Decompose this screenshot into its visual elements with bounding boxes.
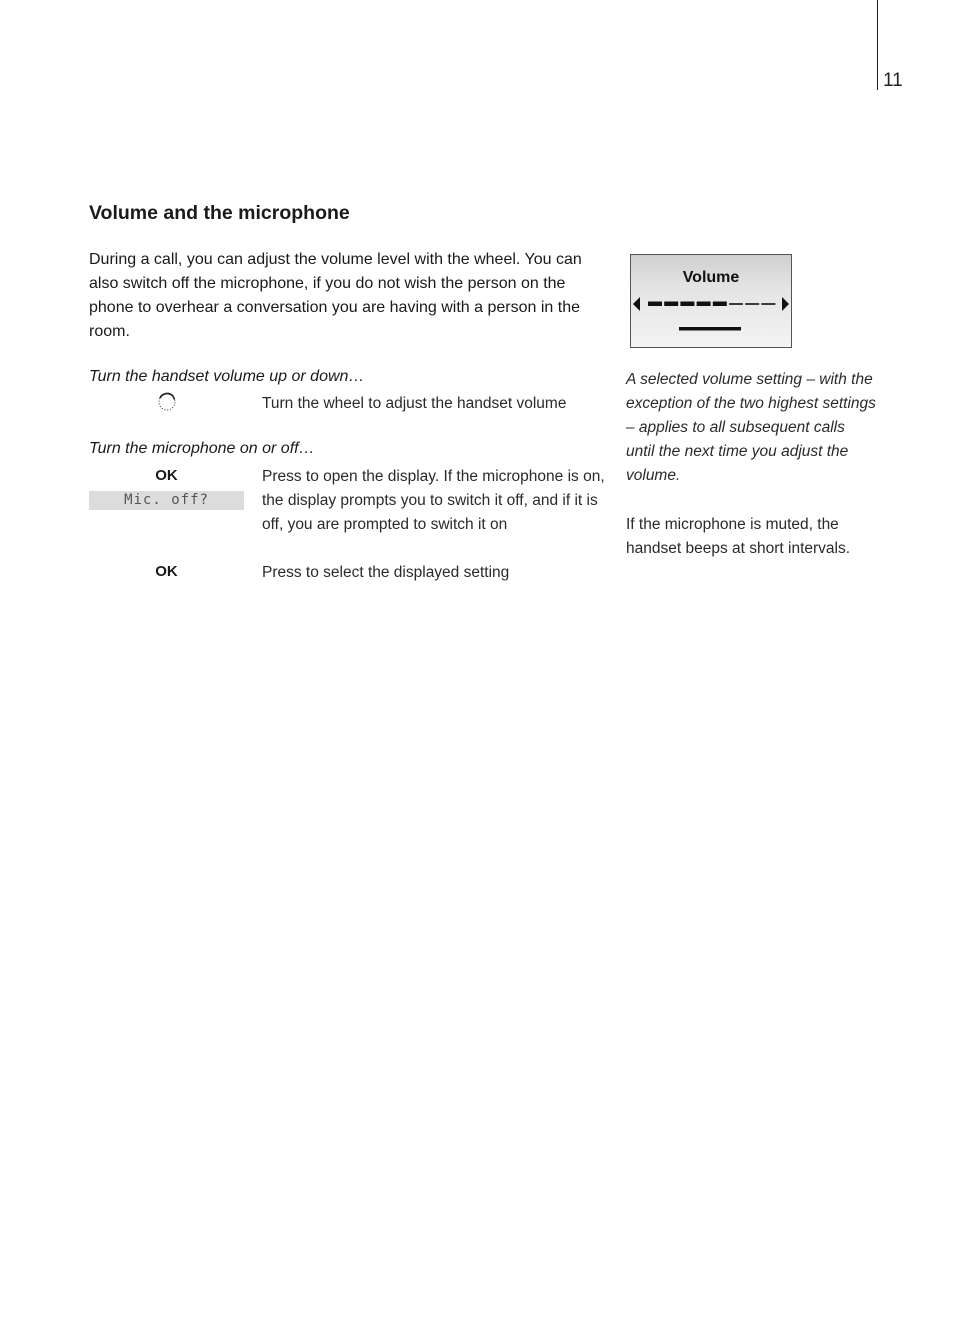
volume-setting-caption: A selected volume setting – with the exception of the two highest settings – applies to all subsequent calls until the next time you adjust the volume.	[626, 371, 876, 484]
microphone-heading: Turn the microphone on or off…	[89, 440, 315, 457]
volume-display-illustration	[630, 254, 792, 348]
intro-paragraph: During a call, you can adjust the volume level with the wheel. You can also switch off the microphone, if you do not wish the person on the phone to overhear a conversation you are having with a person in the room.	[89, 251, 582, 340]
volume-segment-filled	[648, 302, 662, 307]
section-title: Volume and the microphone	[89, 202, 350, 224]
ok-button-label: OK	[155, 467, 178, 484]
page-margin-rule	[877, 0, 878, 90]
ok-select-instruction: Press to select the displayed setting	[262, 564, 510, 581]
wheel-instruction: Turn the wheel to adjust the handset volume	[262, 395, 567, 412]
volume-right-arrow-icon	[782, 297, 789, 311]
display-volume-label: Volume	[682, 269, 740, 286]
volume-segment-filled	[713, 302, 727, 307]
volume-segment-filled	[680, 302, 694, 307]
wheel-icon	[156, 390, 178, 412]
ok-select-label: OK	[155, 563, 178, 580]
volume-heading: Turn the handset volume up or down…	[89, 368, 365, 385]
volume-segment-empty	[761, 303, 775, 305]
volume-level-indicator	[631, 293, 791, 333]
page-number: 11	[883, 70, 903, 91]
volume-segment-empty	[745, 303, 759, 305]
volume-underline	[679, 327, 741, 331]
volume-segment-filled	[697, 302, 711, 307]
mic-off-display-prompt: Mic. off?	[89, 491, 244, 510]
ok-open-instruction: Press to open the display. If the microphone is on, the display prompts you to switch it off, and if it is off, you are prompted to switch it on	[262, 468, 605, 533]
volume-segment-empty	[729, 303, 743, 305]
volume-segment-filled	[664, 302, 678, 307]
volume-left-arrow-icon	[633, 297, 640, 311]
mute-note: If the microphone is muted, the handset beeps at short intervals.	[626, 516, 851, 557]
